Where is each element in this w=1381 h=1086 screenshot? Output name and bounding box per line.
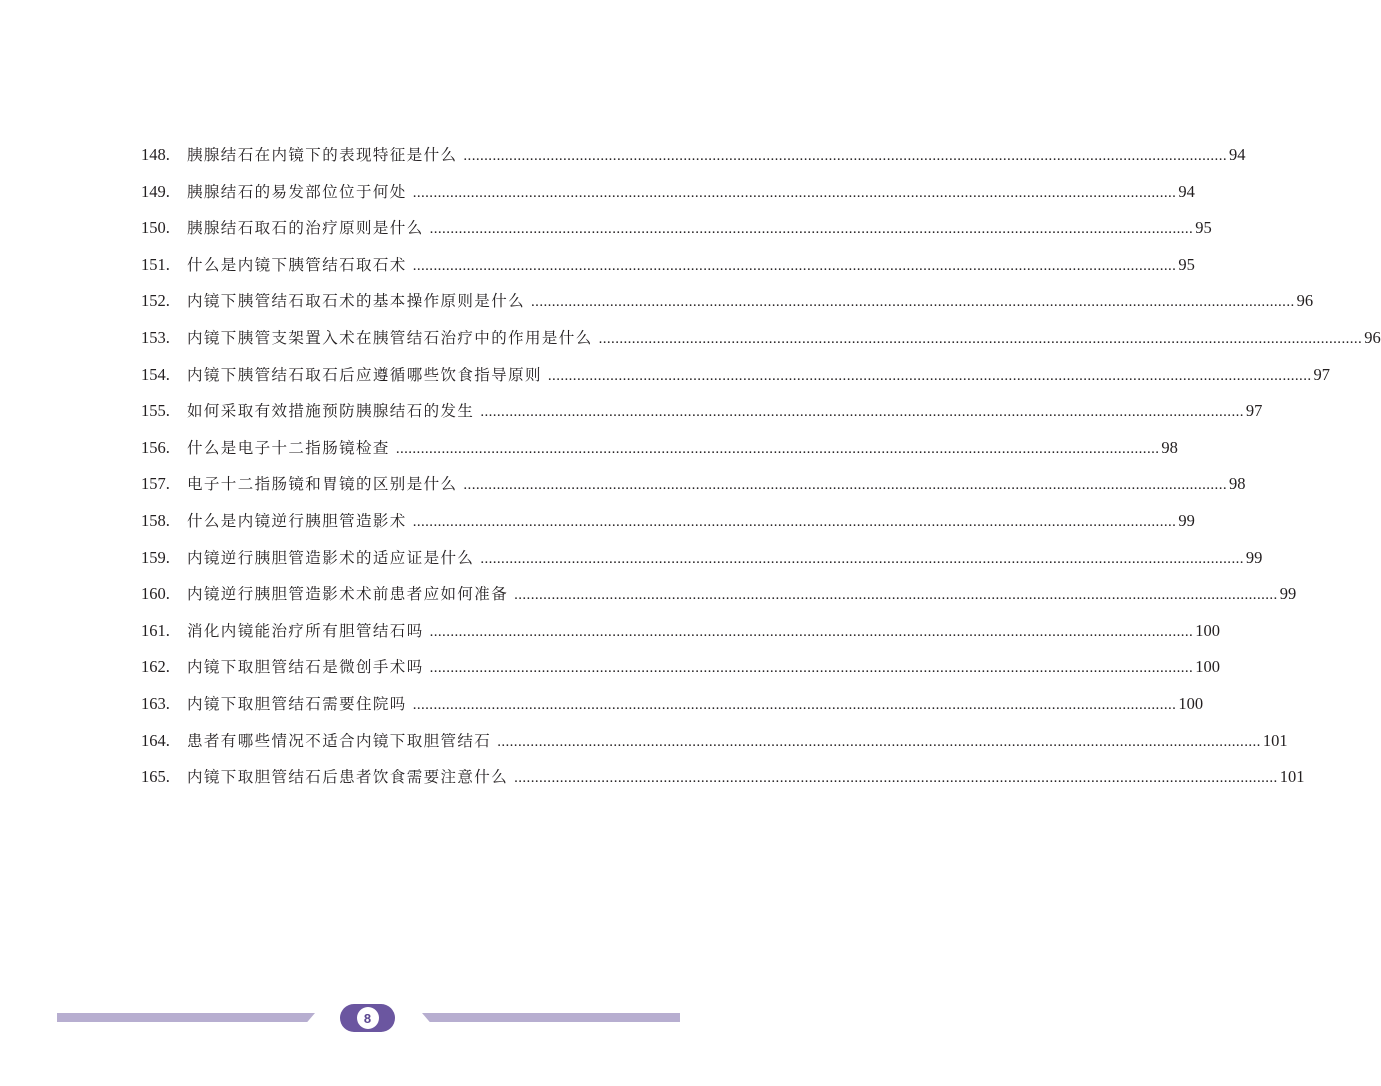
toc-entry[interactable] [141,433,1178,470]
toc-dot-leader [599,324,1363,354]
toc-entry[interactable] [141,213,1212,250]
toc-entry-number: 153. [141,327,170,347]
toc-entry[interactable] [141,250,1195,287]
toc-entry-number: 156. [141,437,170,457]
toc-entry-title: 什么是电子十二指肠镜检查 [187,438,390,457]
toc-entry[interactable] [141,360,1331,397]
toc-dot-leader [430,617,1194,647]
toc-entry-page: 97 [1313,364,1331,384]
toc-entry[interactable] [141,762,1305,799]
toc-entry[interactable] [141,323,1381,360]
toc-entry[interactable] [141,469,1246,506]
toc-entry[interactable] [141,579,1297,616]
toc-entry-page: 101 [1262,730,1288,750]
toc-entry-page: 97 [1245,401,1263,421]
toc-dot-leader [531,287,1295,317]
toc-entry-page: 98 [1161,437,1178,457]
toc-entry-page: 99 [1279,584,1297,604]
page-number-badge [340,1004,395,1032]
toc-entry-number: 160. [141,584,170,604]
toc-entry-title: 内镜下取胆管结石后患者饮食需要注意什么 [187,768,509,787]
toc-entry[interactable] [141,689,1204,726]
toc-dot-leader [514,580,1278,610]
toc-entry-number: 151. [141,254,170,274]
toc-entry-page: 99 [1178,510,1195,530]
toc-entry-page: 100 [1195,620,1220,640]
toc-entry-title: 什么是内镜逆行胰胆管造影术 [187,511,407,530]
toc-entry-page: 95 [1178,254,1195,274]
toc-entry-number: 161. [141,620,170,640]
toc-entry-page: 99 [1245,547,1263,567]
toc-entry-title: 胰腺结石的易发部位位于何处 [187,182,407,201]
toc-entry[interactable] [141,652,1220,689]
toc-entry-number: 158. [141,510,170,530]
toc-entry-number: 159. [141,547,170,567]
toc-entry-title: 内镜逆行胰胆管造影术术前患者应如何准备 [187,585,509,604]
toc-dot-leader [413,507,1177,537]
table-of-contents [141,140,1381,799]
toc-entry-title: 什么是内镜下胰管结石取石术 [187,255,407,274]
toc-entry-page: 100 [1178,693,1204,713]
toc-entry-page: 96 [1364,327,1381,347]
toc-entry-title: 内镜逆行胰胆管造影术的适应证是什么 [187,548,475,567]
toc-entry-page: 101 [1279,767,1305,787]
toc-dot-leader [430,653,1194,683]
toc-dot-leader [548,361,1312,391]
toc-entry-title: 电子十二指肠镜和胃镜的区别是什么 [187,475,458,494]
toc-dot-leader [514,763,1278,793]
toc-entry[interactable] [141,616,1220,653]
toc-entry-title: 胰腺结石在内镜下的表现特征是什么 [187,146,458,164]
footer-decorative-bar-left [57,1013,315,1022]
toc-entry[interactable] [141,726,1288,763]
toc-entry-title: 内镜下取胆管结石需要住院吗 [187,694,407,713]
toc-entry-title: 内镜下取胆管结石是微创手术吗 [187,658,424,677]
toc-dot-leader [413,690,1177,720]
toc-entry-page: 98 [1229,474,1246,494]
toc-entry-number: 149. [141,181,170,201]
toc-entry-title: 患者有哪些情况不适合内镜下取胆管结石 [187,731,492,750]
toc-dot-leader [480,544,1244,574]
toc-entry-page: 94 [1229,145,1246,164]
toc-dot-leader [413,251,1177,281]
toc-entry[interactable] [141,543,1263,580]
toc-dot-leader [463,141,1227,171]
toc-entry[interactable] [141,140,1246,177]
toc-entry-title: 内镜下胰管结石取石后应遵循哪些饮食指导原则 [187,365,542,384]
toc-entry-number: 155. [141,401,170,421]
toc-dot-leader [430,214,1194,244]
toc-entry-number: 157. [141,474,170,494]
toc-entry-title: 内镜下胰管支架置入术在胰管结石治疗中的作用是什么 [187,328,593,347]
toc-entry-title: 如何采取有效措施预防胰腺结石的发生 [187,402,475,421]
toc-entry-title: 胰腺结石取石的治疗原则是什么 [187,219,424,238]
toc-entry[interactable] [141,286,1314,323]
page-number: 8 [357,1007,379,1029]
toc-entry-page: 100 [1195,657,1220,677]
toc-dot-leader [480,397,1244,427]
toc-entry-page: 96 [1296,291,1314,311]
toc-entry[interactable] [141,177,1195,214]
toc-entry-number: 148. [141,145,170,164]
toc-dot-leader [463,470,1227,500]
toc-entry-number: 152. [141,291,170,311]
toc-entry[interactable] [141,506,1195,543]
footer-decorative-bar-right [422,1013,680,1022]
toc-entry-page: 95 [1195,218,1212,238]
toc-entry-title: 消化内镜能治疗所有胆管结石吗 [187,621,424,640]
toc-entry-number: 165. [141,767,170,787]
toc-dot-leader [497,727,1261,757]
toc-entry-number: 162. [141,657,170,677]
toc-entry[interactable] [141,396,1263,433]
toc-entry-number: 154. [141,364,170,384]
toc-entry-number: 164. [141,730,170,750]
toc-entry-number: 150. [141,218,170,238]
toc-entry-page: 94 [1178,181,1195,201]
toc-dot-leader [396,434,1160,464]
toc-dot-leader [413,178,1177,208]
toc-entry-title: 内镜下胰管结石取石术的基本操作原则是什么 [187,292,526,311]
toc-entry-number: 163. [141,693,170,713]
